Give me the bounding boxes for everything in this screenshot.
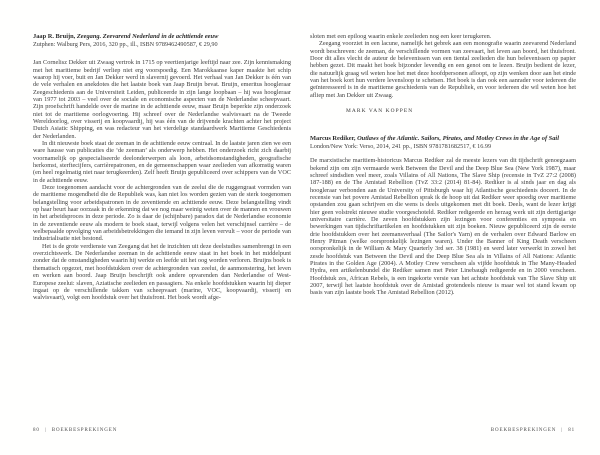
running-head-right: BOEKBESPREKINGEN — [490, 428, 557, 433]
folio-left — [33, 428, 117, 433]
paragraph: sloten met een epiloog waarin enkele zeelieden nog een keer terugkeren. — [310, 33, 492, 40]
paragraph: Jan Cornelisz Dekker uit Zwaag vertrok in 1715 op veertienjarige leeftijd naar zee. Zijn kennismaking met het maritieme bedrijf verliep niet erg voorspoedig. Een Marokkaanse kaper maakte het schip waarop hij voer, buit en Jan Dekker werd in slavernij gevoerd. Het verhaal van Jan Dekker is één van de vele verhalen en anekdotes die het laatste boek van Jaap Bruijn bevat. Bruijn, emeritus hoogleraar Zeegeschiedenis aan de Universiteit Leiden, publiceerde in zijn lange loopbaan – hij was hoogleraar van 1977 tot 2003 – veel over de sociale en economische aspecten van de Nederlandse scheepvaart. Zijn proefschrift handelde over de marine in de achttiende eeuw, maar Bruijn beperkte zijn onderzoek niet tot de maritieme oorlogvoering. Hij schreef over de Nederlandse walvisvaart na de Tweede Wereldoorlog, over visserij en koopvaardij, hij was één van de drijvende krachten achter het project Dutch Asiatic Shipping, en was redacteur van het vierdelige standaardwerk Maritieme Geschiedenis der Nederlanden. — [33, 59, 291, 140]
review-2 — [310, 135, 576, 297]
review-2-imprint: London/New York: Verso, 2014, 241 pp., ISBN 9781781682517, € 16.99 — [310, 142, 492, 150]
paragraph: De marxistische maritiem-historicus Marcus Rediker zal de meeste lezers van dit tijdschrift genoegzaam bekend zijn om zijn vermaarde werk Between the Devil and the Deep Blue Sea (New York 1987), maar schreef sindsdien veel meer, zoals Villains of All Nations, The Slave Ship (recensie in TvZ 27:2 (2008) 187-188) en de The Amistad Rebellion (TvZ 33:2 (2014) 81-84). Rediker is al sinds jaar en dag als hoogleraar verbonden aan de University of Pittsburgh waar hij Atlantische geschiedenis doceert. In de recensie van het povere Amistad Rebellion sprak ik de hoop uit dat Rediker weer spoedig over maritieme opstanden zou gaan schrijven en die wens is deels uitgekomen met dit boek. Deels, want de lezer krijgt hier geen volstrekt nieuwe studie voorgeschoteld. Rediker redigeerde en herzag werk uit zijn dertigjarige universitaire carrière. De zeven hoofdstukken zijn lezingen voor conferenties en symposia en bewerkingen van tijdschriftartikelen en hoofdstukken uit zijn boeken. Nieuw gepubliceerd zijn de eerste drie hoofdstukken over het zeemansverhaal (The Sailor's Yarn) en de verhalen over Edward Barlow en Henry Pitman (welke oorspronkelijk lezingen waren). Under the Banner of King Death verscheen oorspronkelijk in de William & Mary Quarterly 3rd ser. 38 (1981) en werd later verwerkt in zowel het zesde hoofdstuk van Between the Devil and the Deep Blue Sea als in Villains of All Nations: Atlantic Pirates in the Golden Age (2004). A Motley Crew verscheen als vijfde hoofdstuk in The Many-Headed Hydra, een artikelenbundel die Rediker samen met Peter Linebaugh redigeerde en in 2000 verscheen. Hoofdstuk zes, African Rebels, is een ingekorte versie van het achtste hoofdstuk van The Slave Ship uit 2007, terwijl het laatste hoofdstuk over de Amistad grotendeels nieuw is maar wel tot stand kwam op basis van zijn laatste boek The Amistad Rebellion (2012). — [310, 157, 576, 297]
review-1-title-line — [33, 33, 291, 41]
running-head-left: BOEKBESPREKINGEN — [51, 428, 118, 433]
review-2-body — [310, 157, 576, 297]
review-1-body — [33, 59, 291, 301]
review-2-title-line — [310, 135, 576, 143]
reviewer-name: MARK VAN KOPPEN — [346, 108, 414, 115]
folio-right — [491, 428, 575, 433]
review-1-book-title: Zeegang. Zeevarend Nederland in de achttiende eeuw — [76, 33, 219, 40]
paragraph: Deze toegenomen aandacht voor de achtergronden van de zeelui die de ruggengraat vormden van de maritieme mogendheid die de Republiek was, kan niet los worden gezien van de sterk toegenomen belangstelling voor arbeidspatronen in de zeventiende en achttiende eeuw. Deze belangstelling vindt op haar beurt haar oorzaak in de erkenning dat we nog maar weinig weten over de mannen en vrouwen in het arbeidsproces in deze periode. Zo is daar de (schijnbare) paradox dat de Nederlandse economie in de zeventiende eeuw als modern te boek staat, terwijl volgens velen het verschijnsel carrière – de welbepaalde opvolging van arbeidsbetrekkingen die iemand in zijn leven vervult – voor de periode van industrialisatie niet bestond. — [33, 184, 291, 243]
review-2-book-title: Outlaws of the Atlantic. Sailors, Pirates, and Motley Crews in the Age of Sail — [357, 135, 559, 143]
review-1-imprint: Zutphen: Walburg Pers, 2016, 320 pp., ill., ISBN 9789462490587, € 29,90 — [33, 40, 218, 48]
paragraph: Zeegang voorziet in een lacune, namelijk het gebrek aan een monografie waarin zeevarend Nederland wordt beschreven: de zeeman, de verschillende vormen van zeevaart, het leven aan boord, het thuisfront. Door dit alles vlecht de auteur de belevenissen van een tiental zeelieden die hun belevenissen op papier hebben gezet. Dit maakt het boek bijzonder levendig en een genot om te lezen. Bruijn bedient de lezer, die natuurlijk graag wil weten hoe het met deze hoofdpersonen afloopt, op zijn wenken door aan het einde van het boek kort hun verdere levensloop te schetsen. Het boek is dan ook een aanrader voor iedereen die geïnteresseerd is in de maritieme geschiedenis van de Republiek, en voor iedereen die wil weten hoe het afliep met Jan Dekker uit Zwaag. — [310, 40, 576, 99]
page-right — [310, 33, 576, 297]
review-2-author: Marcus Rediker, — [310, 135, 356, 143]
page-number-left: 80 — [33, 428, 40, 433]
folio-separator: | — [44, 428, 47, 433]
paragraph: In dit nieuwste boek staat de zeeman in de achttiende eeuw centraal. In de laatste jaren zien we een ware hausse van publicaties die ‘de zeeman’ als onderwerp hebben. Het onderzoek richt zich daarbij voornamelijk op gespecialiseerde deelonderwerpen als loon, arbeidsomstandigheden, geografische herkomst, sterftecijfers, carrièrepatronen, en de gemeenschappen waar zeelieden van afkomstig waren (en heel regelmatig niet naar terugkeerden). Zelf heeft Bruijn gepubliceerd over schippers van de VOC in de achttiende eeuw. — [33, 139, 291, 184]
review-1-heading — [33, 33, 291, 48]
review-1-body-continued — [310, 33, 576, 99]
review-1-author: Jaap R. Bruijn, — [33, 33, 76, 40]
page-number-right: 81 — [568, 428, 575, 433]
page-left — [33, 33, 291, 302]
paragraph: Het is de grote verdienste van Zeegang dat het de inzichten uit deze deelstudies samenbrengt in een overzichtswerk. De Nederlandse zeeman in de achttiende eeuw staat in het boek in het middelpunt zonder dat de omstandigheden waarin hij werkte en leefde uit het oog worden verloren. Bruijns boek is thematisch opgezet, met hoofdstukken over de achtergronden van zeelui, de aanmonstering, het leven en werken aan boord. Jaap Bruijn beschrijft ook andere opvarenden dan Nederlandse of West-Europese zeelui: slaven, Aziatische zeelieden en passagiers. Na enkele hoofdstukken waarin hij dieper ingaat op de verschillende takken van scheepvaart (marine, VOC, koopvaardij, visserij en walvisvaart), volgt een hoofdstuk over het thuisfront. Het boek wordt afge- — [33, 242, 291, 302]
review-2-heading — [310, 135, 576, 150]
folio-separator: | — [561, 428, 564, 433]
